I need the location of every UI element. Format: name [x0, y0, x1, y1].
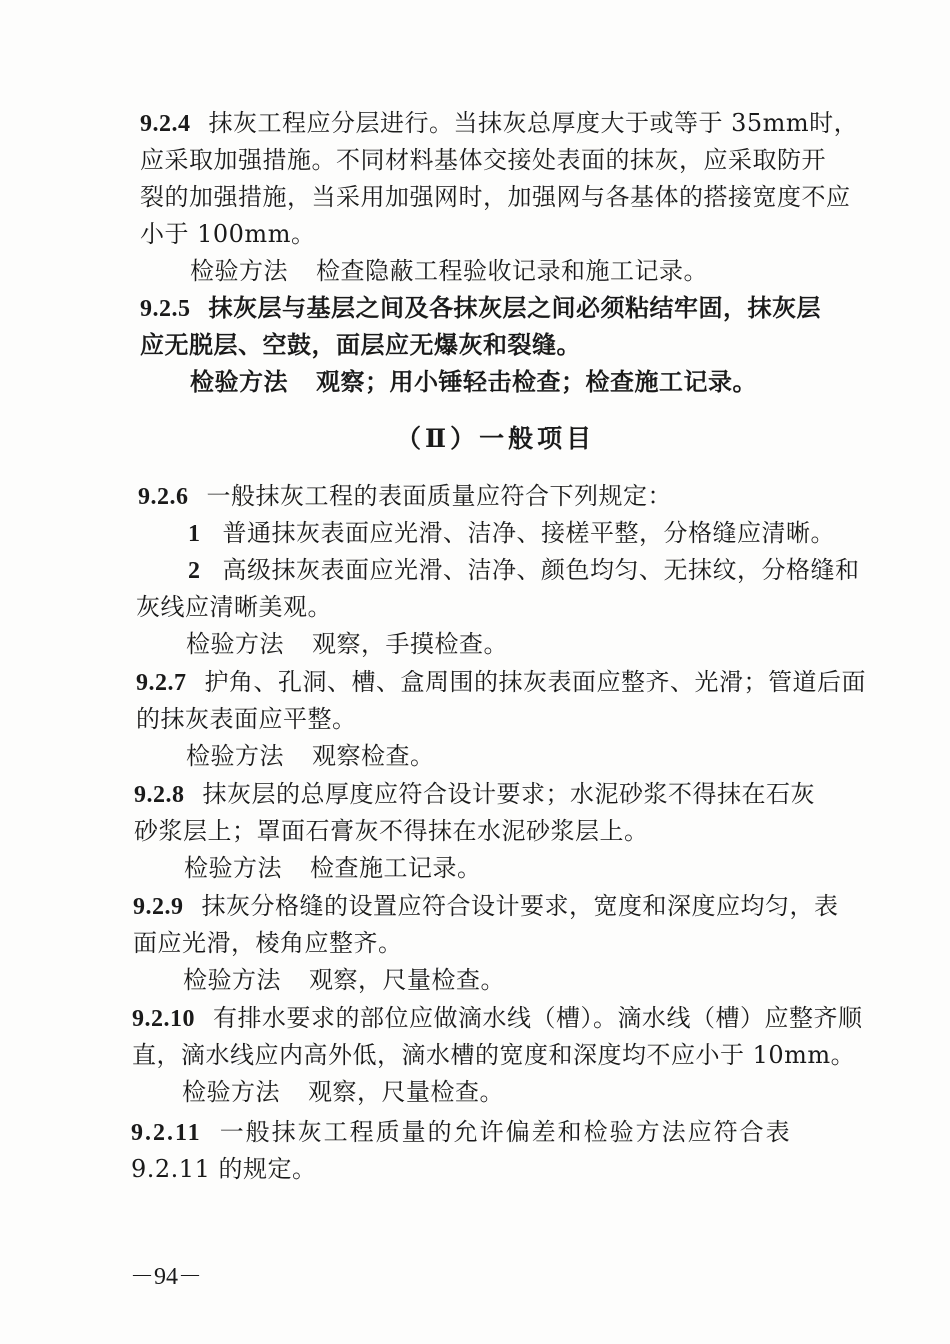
- inspection-method-label: 检验方法: [183, 966, 281, 994]
- clause-9-2-4-line-4: 小于 100mm。: [140, 220, 316, 248]
- clause-9-2-11-line-1: [131, 1117, 792, 1148]
- inspection-method-9-2-7: [186, 741, 435, 771]
- clause-9-2-6-line-1: [138, 481, 672, 512]
- inspection-method-label: 检验方法: [184, 854, 282, 882]
- clause-9-2-4-line-2: 应采取加强措施。不同材料基体交接处表面的抹灰，应采取防开: [140, 146, 826, 174]
- inspection-method-9-2-10: [182, 1077, 504, 1107]
- clause-number: 9.2.5: [140, 296, 191, 322]
- inspection-method-text: 检查隐蔽工程验收记录和施工记录。: [316, 257, 708, 285]
- inspection-method-label: 检验方法: [190, 257, 288, 285]
- clause-9-2-6-item-2: [188, 555, 860, 586]
- clause-number: 9.2.4: [140, 111, 191, 137]
- inspection-method-9-2-4: [190, 256, 708, 286]
- inspection-method-text: 观察，尺量检查。: [308, 1078, 504, 1106]
- clause-9-2-8-line-1: [134, 779, 815, 810]
- clause-number: 9.2.7: [136, 670, 187, 696]
- clause-number: 9.2.10: [132, 1006, 195, 1032]
- clause-9-2-7-line-2: 的抹灰表面应平整。: [136, 705, 357, 733]
- clause-9-2-5-line-2: 应无脱层、空鼓，面层应无爆灰和裂缝。: [140, 330, 581, 359]
- inspection-method-label: 检验方法: [186, 630, 284, 658]
- clause-9-2-9-line-2: 面应光滑，棱角应整齐。: [133, 929, 403, 957]
- inspection-method-label: 检验方法: [190, 367, 288, 396]
- clause-9-2-8-line-2: 砂浆层上；罩面石膏灰不得抹在水泥砂浆层上。: [134, 817, 649, 845]
- clause-number: 9.2.9: [133, 894, 184, 920]
- page-number: －94－: [130, 1264, 202, 1290]
- inspection-method-9-2-9: [183, 965, 505, 995]
- clause-9-2-4-line-1: [140, 108, 858, 139]
- clause-text: 抹灰层与基层之间及各抹灰层之间必须粘结牢固，抹灰层: [208, 293, 821, 322]
- clause-9-2-11-line-2: 9.2.11 的规定。: [131, 1155, 317, 1183]
- inspection-method-text: 检查施工记录。: [310, 854, 482, 882]
- clause-9-2-7-line-1: [136, 667, 866, 698]
- clause-9-2-9-line-1: [133, 891, 839, 922]
- clause-number: 9.2.11: [131, 1120, 202, 1146]
- clause-text: 抹灰工程应分层进行。当抹灰总厚度大于或等于 35mm时，: [208, 109, 859, 137]
- inspection-method-text: 观察；用小锤轻击检查；检查施工记录。: [316, 367, 757, 396]
- clause-text: 护角、孔洞、槽、盒周围的抹灰表面应整齐、光滑；管道后面: [204, 668, 866, 696]
- clause-9-2-6-item-1: [188, 518, 835, 549]
- clause-9-2-10-line-2: 直，滴水线应内高外低，滴水槽的宽度和深度均不应小于 10mm。: [132, 1041, 856, 1069]
- inspection-method-label: 检验方法: [182, 1078, 280, 1106]
- clause-text: 一般抹灰工程的表面质量应符合下列规定：: [206, 482, 672, 510]
- inspection-method-9-2-8: [184, 853, 482, 883]
- clause-text: 一般抹灰工程质量的允许偏差和检验方法应符合表: [219, 1118, 792, 1146]
- clause-9-2-6-item-2-line-2: 灰线应清晰美观。: [136, 593, 332, 621]
- inspection-method-text: 观察检查。: [312, 742, 435, 770]
- item-number: 1: [188, 521, 201, 547]
- inspection-method-label: 检验方法: [186, 742, 284, 770]
- clause-text: 抹灰层的总厚度应符合设计要求；水泥砂浆不得抹在石灰: [202, 780, 815, 808]
- inspection-method-9-2-5: [190, 367, 757, 397]
- inspection-method-9-2-6: [186, 629, 508, 659]
- inspection-method-text: 观察，尺量检查。: [309, 966, 505, 994]
- section-heading: （Ⅱ）一般项目: [396, 424, 596, 453]
- clause-number: 9.2.6: [138, 484, 189, 510]
- item-text: 普通抹灰表面应光滑、洁净、接槎平整，分格缝应清晰。: [222, 519, 835, 547]
- clause-9-2-4-line-3: 裂的加强措施，当采用加强网时，加强网与各基体的搭接宽度不应: [140, 183, 851, 211]
- clause-number: 9.2.8: [134, 782, 185, 808]
- clause-9-2-10-line-1: [132, 1003, 863, 1034]
- inspection-method-text: 观察，手摸检查。: [312, 630, 508, 658]
- clause-9-2-5-line-1: [140, 293, 821, 324]
- clause-text: 抹灰分格缝的设置应符合设计要求，宽度和深度应均匀，表: [201, 892, 839, 920]
- item-number: 2: [188, 558, 201, 584]
- clause-text: 有排水要求的部位应做滴水线（槽）。滴水线（槽）应整齐顺: [213, 1004, 863, 1032]
- item-text: 高级抹灰表面应光滑、洁净、颜色均匀、无抹纹，分格缝和: [222, 556, 860, 584]
